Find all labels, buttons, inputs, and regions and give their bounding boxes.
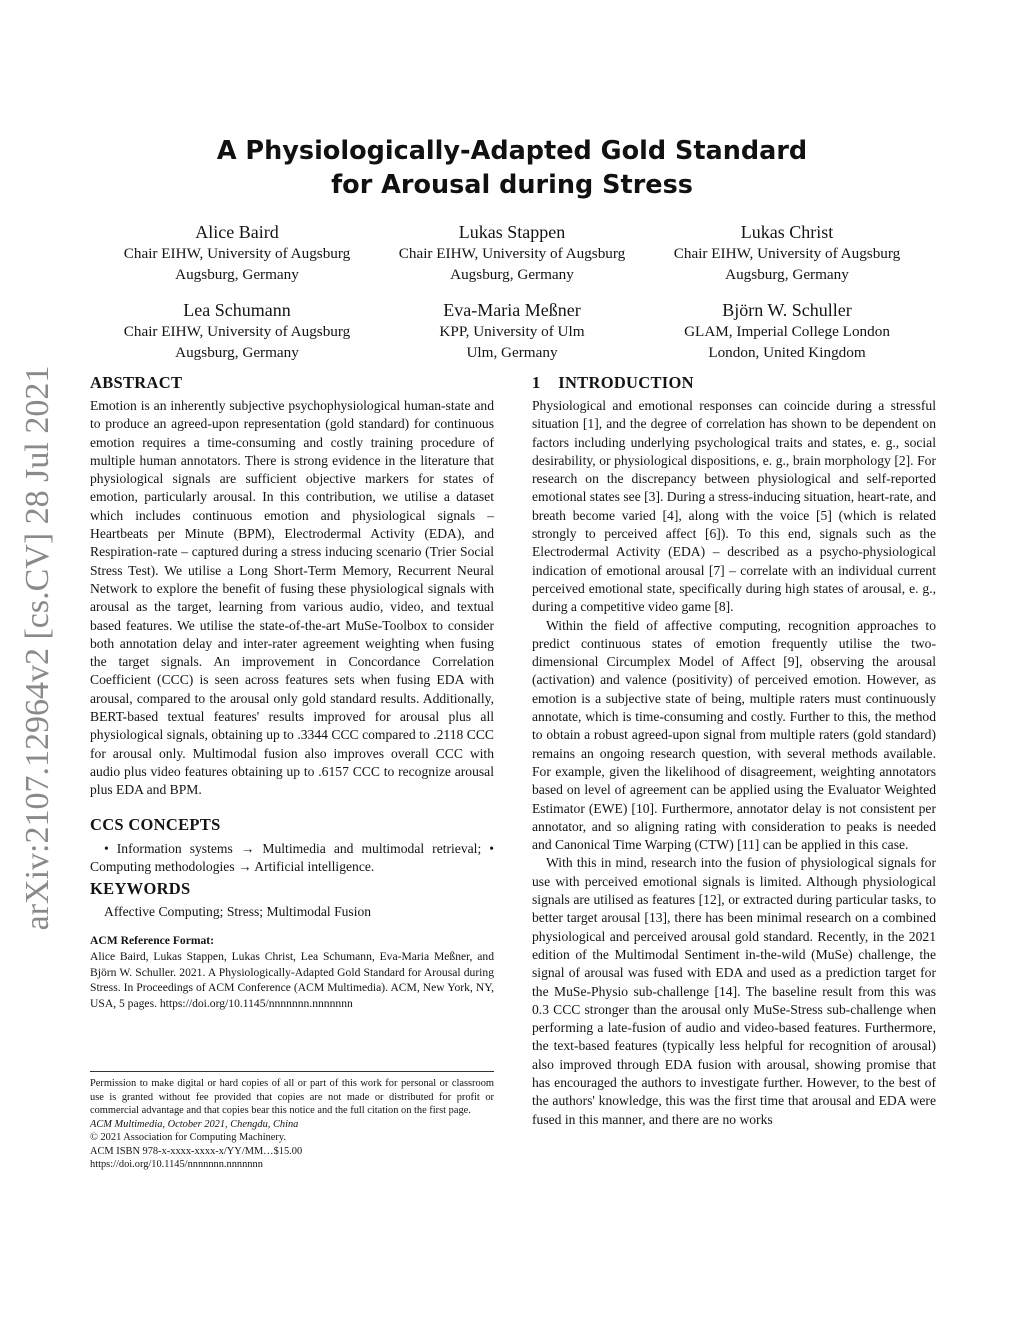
author-location: Augsburg, Germany [725, 265, 849, 283]
introduction-heading: 1 INTRODUCTION [532, 373, 694, 392]
author-block [102, 298, 372, 363]
footnote-rule [90, 1071, 494, 1072]
acm-ref-text: Alice Baird, Lukas Stappen, Lukas Christ, Lea Schumann, Eva-Maria Meßner, and Björn W. Schuller. 2021. A Physiologically-Adapted Gold Standard for Arousal during Stress. In Proceedings of ACM Conference (ACM Multimedia). ACM, New York, NY, USA, 5 pages. https://doi.org/10.1145/nnnnnnn.nnnnnnn [90, 950, 494, 1010]
ccs-heading: CCS CONCEPTS [90, 814, 221, 834]
author-block [377, 220, 647, 285]
author-location: Augsburg, Germany [450, 265, 574, 283]
author-affiliation: KPP, University of Ulm [439, 323, 585, 340]
author-affiliation: Chair EIHW, University of Augsburg [123, 323, 351, 340]
arxiv-stamp: arXiv:2107.12964v2 [cs.CV] 28 Jul 2021 [19, 365, 56, 931]
conference-line: ACM Multimedia, October 2021, Chengdu, China [90, 1118, 299, 1130]
author-name: Björn W. Schuller [722, 300, 852, 320]
author-name: Eva-Maria Meßner [443, 300, 581, 320]
author-block [102, 220, 372, 285]
author-name: Lukas Stappen [458, 222, 566, 242]
author-name: Alice Baird [195, 222, 279, 242]
intro-paragraph-2: Within the field of affective computing, recognition approaches to predict continuous states of emotion frequently utilise the two-dimensional Circumplex Model of Affect [9], observing the arousal (activation) and valence (positivity) of perceived emotion. However, as emotion is a subjective state of being, multiple raters must continuously annotate, which is time-consuming and costly. Further to this, the method to obtain a robust agreed-upon signal from multiple raters (gold standard) remains an ongoing research question, with several methods available. For example, given the likelihood of disagreement, weighting annotators based on level of agreement can be applied using the Evaluator Weighted Estimator (EWE) [10]. Furthermore, annotator delay is not consistent per annotator, and so aligning rating with consideration to peaks is needed and Canonical Time Warping (CTW) [11] can be applied in this case. [532, 617, 936, 853]
author-affiliation: GLAM, Imperial College London [684, 323, 890, 340]
author-affiliation: Chair EIHW, University of Augsburg [673, 245, 901, 262]
author-location: Augsburg, Germany [175, 343, 299, 361]
author-name: Lea Schumann [183, 300, 291, 320]
keywords-text: Affective Computing; Stress; Multimodal Fusion [104, 904, 372, 920]
author-location: Ulm, Germany [466, 343, 558, 361]
abstract-heading: ABSTRACT [90, 373, 183, 392]
author-affiliation: Chair EIHW, University of Augsburg [123, 245, 351, 262]
author-name: Lukas Christ [740, 222, 834, 242]
left-column [90, 372, 494, 1011]
acm-ref-heading: ACM Reference Format: [90, 934, 215, 948]
right-column [532, 372, 936, 1129]
author-block [652, 298, 922, 363]
author-block [377, 298, 647, 363]
keywords-heading: KEYWORDS [90, 879, 191, 899]
paper-title: A Physiologically-Adapted Gold Standard for Arousal during Stress [216, 136, 808, 200]
copyright-line: © 2021 Association for Computing Machinery. [90, 1132, 286, 1143]
author-location: London, United Kingdom [708, 343, 866, 361]
intro-paragraph-3: With this in mind, research into the fusion of physiological signals for use with perceived emotional signals is limited. Although physiological signals are utilised as features [12], or extracted during particular tasks, to better target arousal [13], there has been minimal research on a combined physiological and perceived arousal gold standard. Recently, in the 2021 edition of the Multimodal Sentiment in-the-wild (MuSe) challenge, the signal of arousal was fused with EDA and used as a prediction target for the MuSe-Physio sub-challenge [14]. The baseline result from this was 0.3 CCC stronger than the arousal only MuSe-Stress sub-challenge when performing a late-fusion of audio and video-based features. Furthermore, the text-based features (typically less helpful for recognition of arousal) also improved through EDA fusion with arousal, showing promise that has encouraged the authors to investigate further. However, to the best of the authors' knowledge, this was the first time that arousal and EDA were fused in this manner, and there are no works [532, 855, 936, 1127]
author-block [652, 220, 922, 285]
intro-paragraph-1: Physiological and emotional responses can coincide during a stressful situation [1], and the degree of correlation has shown to be dependent on factors including underlying psychological traits and states, e. g., social desirability, or physiological dispositions, e. g., brain morphology [2]. For research on the discrepancy between physiological and self-reported emotional states see [3]. During a stress-inducing situation, heart-rate, and breath become varied [4], along with the voice [5] (which is related strongly to perceived affect [6]). To this end, signals such as the Electrodermal Activity (EDA) – described as a psycho-physiological indication of emotional arousal [7] – correlate with an individual current perceived emotional state, specifically during high states of arousal, e. g., during a competitive video game [8]. [532, 398, 936, 615]
ccs-text: • Information systems → Multimedia and multimodal retrieval; • Computing methodologies → Artificial intelligence. [90, 840, 494, 874]
author-location: Augsburg, Germany [175, 265, 299, 283]
footnote-block [90, 1077, 494, 1172]
isbn-line: ACM ISBN 978-x-xxxx-xxxx-x/YY/MM…$15.00 [90, 1145, 303, 1157]
doi-line[interactable]: https://doi.org/10.1145/nnnnnnn.nnnnnnn [90, 1159, 263, 1170]
permission-notice: Permission to make digital or hard copies of all or part of this work for personal or classroom use is granted without fee provided that copies are not made or distributed for profit or commercial advantage and that copies bear this notice and the full citation on the first page. [90, 1078, 494, 1116]
author-affiliation: Chair EIHW, University of Augsburg [398, 245, 626, 262]
abstract-text: Emotion is an inherently subjective psychophysiological human-state and to produce an agreed-upon representation (gold standard) for continuous emotion requires a time-consuming and costly training procedure of multiple human annotators. There is strong evidence in the literature that physiological signals are sufficient objective markers for states of emotion, particularly arousal. In this contribution, we utilise a dataset which includes continuous emotion and physiological signals – Heartbeats per Minute (BPM), Electrodermal Activity (EDA), and Respiration-rate – captured during a stress inducing scenario (Trier Social Stress Test). We utilise a Long Short-Term Memory, Recurrent Neural Network to explore the benefit of fusing these physiological signals with arousal as the target, learning from various audio, video, and textual based features. We utilise the state-of-the-art MuSe-Toolbox to consider both annotation delay and inter-rater agreement weighting when fusing the target signals. An improvement in Concordance Correlation Coefficient (CCC) is seen across features sets when fusing EDA with arousal, compared to the arousal only gold standard results. Additionally, BERT-based textual features' results improved for arousal plus all physiological signals, obtaining up to .3344 CCC compared to .2118 CCC for arousal only. Multimodal fusion also improves overall CCC with audio plus video features obtaining up to .6157 CCC to recognize arousal plus EDA and BPM. [90, 398, 494, 798]
